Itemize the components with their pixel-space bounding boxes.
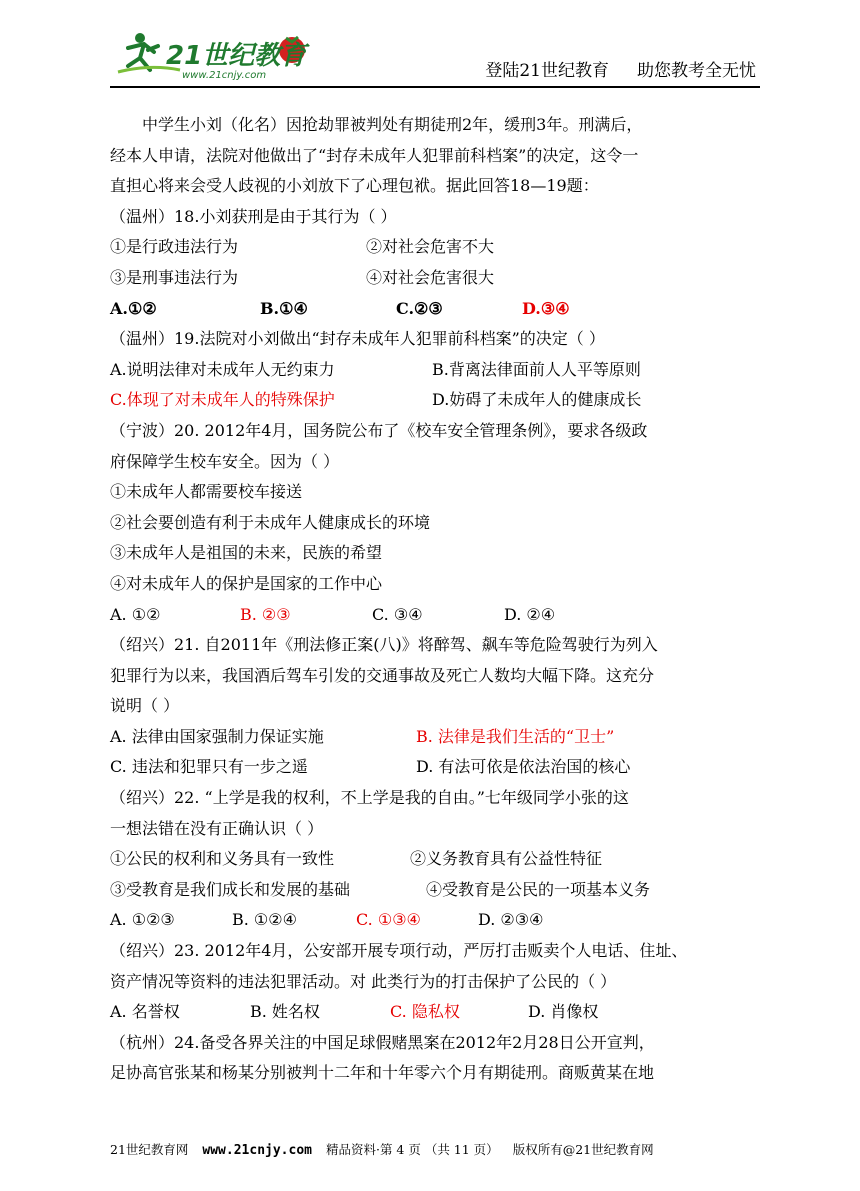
intro-line: 经本人申请，法院对他做出了“封存未成年人犯罪前科档案”的决定，这令一: [110, 145, 639, 165]
question-24-stem: （杭州）24.备受各界关注的中国足球假赌黑案在2012年2月28日公开宣判，: [110, 1032, 655, 1052]
q20-statement: ①未成年人都需要校车接送: [110, 482, 303, 502]
q18-statements-row: [110, 263, 765, 294]
header-divider: [110, 86, 760, 88]
question-18-stem: （温州）18.小刘获刑是由于其行为（ ）: [110, 206, 397, 226]
q19-option-c-answer: C.体现了对未成年人的特殊保护: [110, 390, 335, 410]
q20-statement: ③未成年人是祖国的未来，民族的希望: [110, 543, 383, 563]
q22-statement: ②义务教育具有公益性特征: [410, 849, 603, 869]
footer-page-info: 精品资料·第 4 页 （共 11 页）: [325, 1142, 499, 1157]
q19-options-row: [110, 385, 765, 416]
q20-option-a: A. ①②: [110, 604, 161, 624]
q22-options-row: [110, 905, 765, 936]
q23-options-row: [110, 997, 765, 1028]
page-footer: [110, 1140, 760, 1158]
question-22-stem: （绍兴）22. “上学是我的权利，不上学是我的自由。”七年级同学小张的这: [110, 788, 629, 808]
q18-option-b: B.①④: [260, 298, 308, 318]
q20-statement: ④对未成年人的保护是国家的工作中心: [110, 573, 383, 593]
question-19-stem: （温州）19.法院对小刘做出“封存未成年人犯罪前科档案”的决定（ ）: [110, 329, 605, 349]
q19-option-d: D.妨碍了未成年人的健康成长: [432, 390, 642, 410]
q18-option-c: C.②③: [396, 298, 443, 318]
q22-statements-row: [110, 875, 765, 906]
logo-text: 21世纪教育: [166, 41, 307, 71]
q22-statement: ③受教育是我们成长和发展的基础: [110, 879, 351, 899]
q22-statements-row: [110, 844, 765, 875]
q22-statement: ①公民的权利和义务具有一致性: [110, 849, 335, 869]
q19-option-b: B.背离法律面前人人平等原则: [432, 359, 641, 379]
document-body: [110, 110, 765, 1089]
q23-option-d: D. 肖像权: [528, 1002, 599, 1022]
q20-options-row: [110, 600, 765, 631]
q21-options-row: [110, 722, 765, 753]
q22-option-a: A. ①②③: [110, 910, 175, 930]
q20-option-c: C. ③④: [372, 604, 423, 624]
q21-option-c: C. 违法和犯罪只有一步之遥: [110, 757, 308, 777]
question-20-stem: 府保障学生校车安全。因为（ ）: [110, 451, 340, 471]
slogan-text: 助您教考全无忧: [637, 61, 756, 81]
q18-option-d-answer: D.③④: [522, 298, 570, 318]
q21-option-a: A. 法律由国家强制力保证实施: [110, 726, 324, 746]
q18-statement: ③是刑事违法行为: [110, 267, 239, 287]
q23-option-a: A. 名誉权: [110, 1002, 180, 1022]
q20-statement: ②社会要创造有利于未成年人健康成长的环境: [110, 512, 431, 532]
question-21-stem: 犯罪行为以来，我国酒后驾车引发的交通事故及死亡人数均大幅下降。这充分: [110, 665, 655, 685]
q21-option-b-answer: B. 法律是我们生活的“卫士”: [416, 726, 615, 746]
header-slogan: [485, 56, 756, 81]
question-20-stem: （宁波）20. 2012年4月，国务院公布了《校车安全管理条例》，要求各级政: [110, 420, 648, 440]
q18-statement: ②对社会危害不大: [366, 237, 495, 257]
footer-web-link[interactable]: www.21cnjy.com: [202, 1143, 312, 1158]
q22-statement: ④受教育是公民的一项基本义务: [426, 879, 651, 899]
q21-option-d: D. 有法可依是依法治国的核心: [416, 757, 631, 777]
intro-line: 直担心将来会受人歧视的小刘放下了心理包袱。据此回答18—19题：: [110, 176, 599, 196]
q22-option-d: D. ②③④: [478, 910, 544, 930]
login-link[interactable]: 登陆21世纪教育: [485, 61, 609, 81]
q21-options-row: [110, 752, 765, 783]
question-24-stem: 足协高官张某和杨某分别被判十二年和十年零六个月有期徒刑。商贩黄某在地: [110, 1063, 655, 1083]
footer-site: 21世纪教育网: [110, 1142, 189, 1157]
question-22-stem: 一想法错在没有正确认识（ ）: [110, 818, 324, 838]
question-21-stem: 说明（ ）: [110, 696, 180, 716]
q18-option-a: A.①②: [110, 298, 157, 318]
logo-url: www.21cnjy.com: [182, 70, 267, 81]
q23-option-b: B. 姓名权: [250, 1002, 320, 1022]
question-23-stem: 资产情况等资料的违法犯罪活动。对 此类行为的打击保护了公民的（ ）: [110, 971, 617, 991]
footer-copyright: 版权所有@21世纪教育网: [512, 1142, 654, 1157]
q23-option-c-answer: C. 隐私权: [390, 1002, 460, 1022]
q19-options-row: [110, 355, 765, 386]
page-header: [110, 26, 760, 84]
q18-statements-row: [110, 232, 765, 263]
q18-statement: ①是行政违法行为: [110, 237, 239, 257]
q20-option-b-answer: B. ②③: [240, 604, 291, 624]
q22-option-c-answer: C. ①③④: [356, 910, 421, 930]
q19-option-a: A.说明法律对未成年人无约束力: [110, 359, 335, 379]
q18-options-row: [110, 294, 765, 325]
intro-line: 中学生小刘（化名）因抢劫罪被判处有期徒刑2年，缓刑3年。刑满后，: [142, 115, 643, 134]
q18-statement: ④对社会危害很大: [366, 267, 495, 287]
q22-option-b: B. ①②④: [232, 910, 297, 930]
logo: [110, 26, 310, 82]
question-23-stem: （绍兴）23. 2012年4月，公安部开展专项行动，严厉打击贩卖个人电话、住址、: [110, 941, 688, 961]
question-21-stem: （绍兴）21. 自2011年《刑法修正案(八)》将醉驾、飙车等危险驾驶行为列入: [110, 635, 658, 655]
q20-option-d: D. ②④: [504, 604, 556, 624]
